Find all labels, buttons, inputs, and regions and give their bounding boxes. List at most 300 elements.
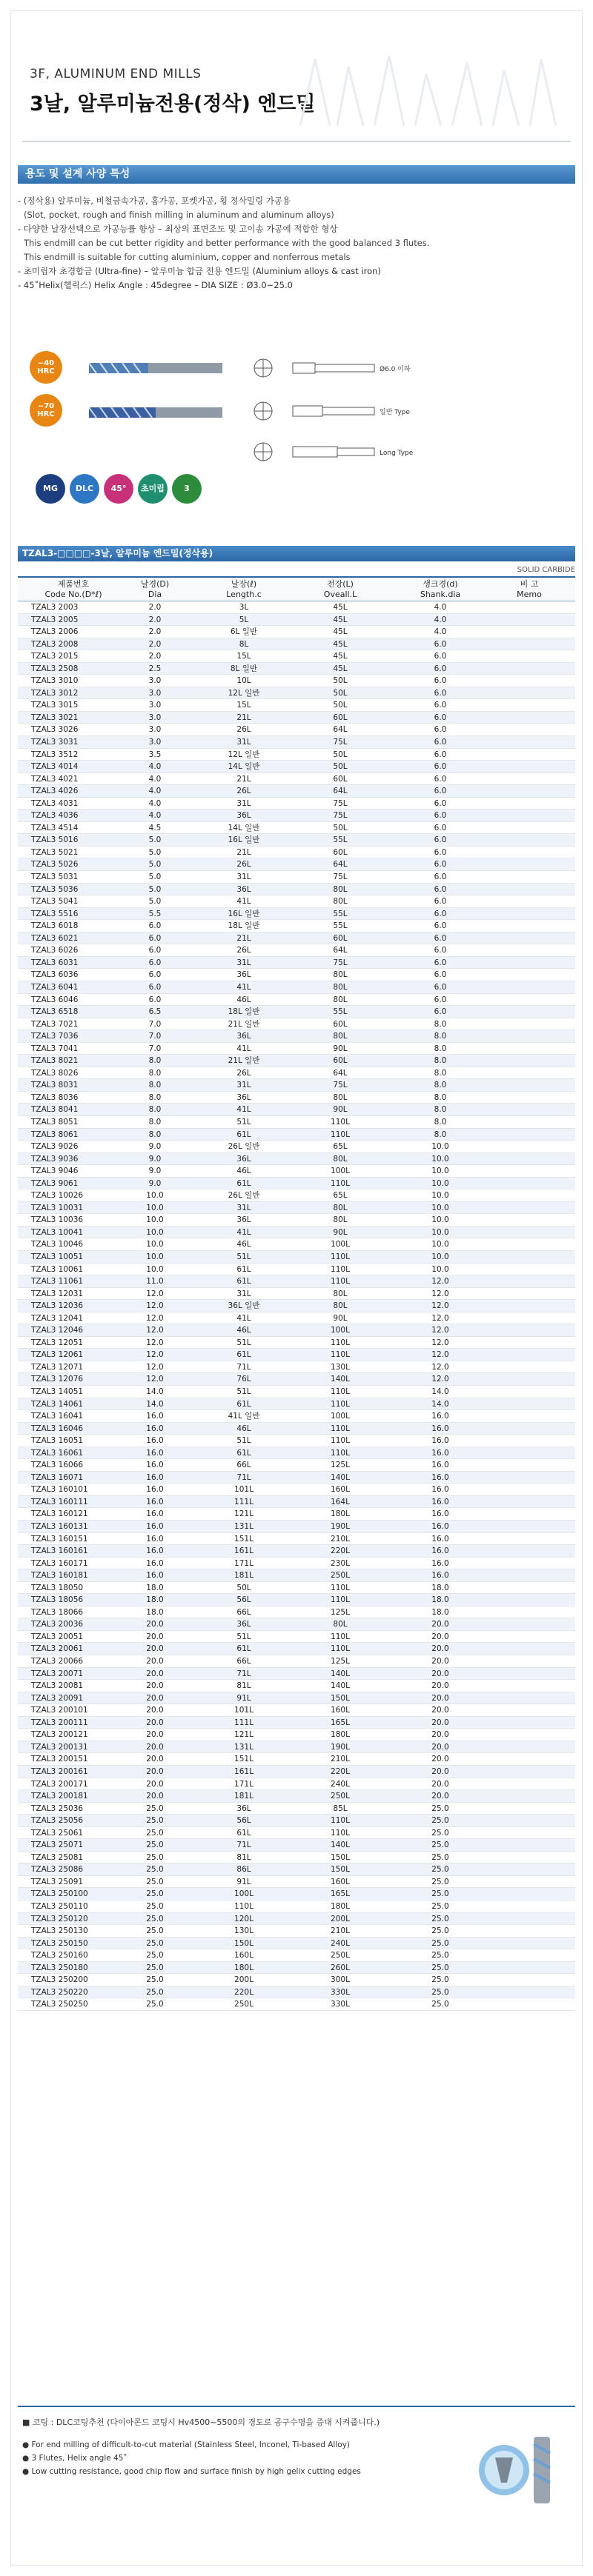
cell-dia: 3.0: [148, 676, 162, 686]
cell-shank: 8.0: [434, 1117, 447, 1127]
cell-overall: 65L: [333, 1142, 348, 1152]
cell-length: 101L: [234, 1706, 254, 1715]
cell-code: TZAL3 12036: [31, 1301, 84, 1311]
cell-code: TZAL3 25071: [31, 1841, 84, 1850]
solid-carbide-label: SOLID CARBIDE: [517, 566, 575, 574]
cell-overall: 240L: [331, 1779, 350, 1789]
cell-code: TZAL3 4026: [31, 787, 79, 796]
cell-shank: 6.0: [434, 762, 447, 772]
cell-code: TZAL3 250130: [31, 1926, 88, 1936]
cell-dia: 6.0: [148, 958, 162, 967]
cell-length: 41L: [236, 1313, 251, 1323]
cell-length: 26L: [236, 787, 251, 796]
cell-dia: 25.0: [146, 1963, 164, 1972]
cell-length: 56L: [236, 1816, 251, 1826]
table-row: [18, 1043, 575, 1055]
table-row: [18, 650, 575, 663]
cell-overall: 110L: [331, 1583, 350, 1592]
cell-dia: 10.0: [146, 1240, 164, 1249]
cell-dia: 2.0: [148, 615, 162, 624]
cell-overall: 110L: [331, 1350, 350, 1360]
cell-code: TZAL3 20051: [31, 1632, 84, 1641]
table-row: [18, 1974, 575, 1986]
cell-overall: 50L: [333, 701, 348, 710]
cell-length: 130L: [234, 1926, 254, 1936]
cell-overall: 220L: [331, 1766, 350, 1776]
cell-overall: 150L: [331, 1693, 350, 1703]
cell-length: 26L: [236, 946, 251, 955]
cell-dia: 20.0: [146, 1730, 164, 1740]
cell-code: TZAL3 10041: [31, 1227, 84, 1237]
cell-dia: 18.0: [146, 1607, 164, 1617]
cell-code: TZAL3 20071: [31, 1669, 84, 1678]
cell-length: 161L: [234, 1546, 254, 1556]
cell-length: 71L: [236, 1362, 251, 1372]
cell-code: TZAL3 8051: [31, 1117, 79, 1127]
table-row: [18, 1435, 575, 1447]
cell-dia: 11.0: [146, 1277, 164, 1287]
cell-shank: 20.0: [431, 1706, 449, 1715]
cell-length: 36L: [236, 1215, 251, 1225]
cell-overall: 164L: [331, 1497, 350, 1506]
table-row: [18, 1876, 575, 1889]
cell-dia: 20.0: [146, 1755, 164, 1764]
cell-length: 110L: [234, 1901, 254, 1911]
cell-overall: 100L: [331, 1240, 350, 1249]
cell-overall: 110L: [331, 1595, 350, 1605]
cell-code: TZAL3 12041: [31, 1313, 84, 1323]
cell-dia: 5.0: [148, 835, 162, 845]
cell-dia: 16.0: [146, 1534, 164, 1544]
cell-dia: 8.0: [148, 1117, 162, 1127]
cell-code: TZAL3 160131: [31, 1522, 88, 1532]
table-row: [18, 1178, 575, 1190]
cell-shank: 6.0: [434, 872, 447, 882]
cell-code: TZAL3 18050: [31, 1583, 84, 1592]
cell-length: 50L: [236, 1583, 251, 1592]
table-row: [18, 1704, 575, 1717]
cell-length: 71L: [236, 1472, 251, 1482]
header-title: 3날, 알루미늄전용(정삭) 엔드밀: [30, 93, 316, 116]
cell-dia: 20.0: [146, 1669, 164, 1678]
cell-overall: 45L: [333, 627, 348, 637]
cell-code: TZAL3 9046: [31, 1167, 79, 1176]
header-divider: [22, 141, 571, 142]
cell-dia: 20.0: [146, 1657, 164, 1666]
cell-shank: 6.0: [434, 933, 447, 943]
cell-shank: 6.0: [434, 798, 447, 808]
table-row: [18, 969, 575, 981]
cell-length: 31L: [236, 1289, 251, 1298]
cell-dia: 2.5: [148, 664, 162, 673]
cell-dia: 9.0: [148, 1167, 162, 1176]
cell-code: TZAL3 16046: [31, 1424, 84, 1433]
cell-overall: 90L: [333, 1044, 348, 1053]
cell-overall: 110L: [331, 1129, 350, 1139]
cell-overall: 45L: [333, 639, 348, 649]
table-row: [18, 1312, 575, 1325]
cell-dia: 16.0: [146, 1424, 164, 1433]
cell-overall: 110L: [331, 1644, 350, 1654]
type-label: Ø6.0 이하: [380, 366, 411, 373]
cell-dia: 20.0: [146, 1742, 164, 1752]
cell-dia: 12.0: [146, 1338, 164, 1347]
cell-code: TZAL3 20066: [31, 1657, 84, 1666]
cell-dia: 8.0: [148, 1068, 162, 1078]
cell-length: 41L 일반: [228, 1412, 260, 1421]
cell-length: 76L: [236, 1375, 251, 1384]
type-label: 일반 Type: [380, 409, 410, 416]
cell-code: TZAL3 200131: [31, 1742, 88, 1752]
cell-shank: 25.0: [431, 2000, 449, 2009]
cell-dia: 25.0: [146, 1975, 164, 1985]
cell-length: 81L: [236, 1681, 251, 1691]
endmill-photo: [89, 407, 222, 418]
feature-notes: [22, 2438, 393, 2478]
product-illustration: [30, 348, 571, 518]
cell-overall: 110L: [331, 1816, 350, 1826]
cell-overall: 45L: [333, 664, 348, 673]
cell-dia: 12.0: [146, 1313, 164, 1323]
cell-shank: 25.0: [431, 1889, 449, 1899]
cell-length: 14L 일반: [228, 762, 260, 772]
cell-dia: 12.0: [146, 1289, 164, 1298]
table-row: [18, 626, 575, 638]
cell-shank: 20.0: [431, 1779, 449, 1789]
cell-dia: 12.0: [146, 1362, 164, 1372]
cell-shank: 6.0: [434, 946, 447, 955]
cell-dia: 8.0: [148, 1105, 162, 1115]
cell-overall: 125L: [331, 1657, 350, 1666]
cell-shank: 8.0: [434, 1044, 447, 1053]
cell-length: 220L: [234, 1987, 254, 1997]
cell-overall: 140L: [331, 1375, 350, 1384]
cell-shank: 25.0: [431, 1914, 449, 1923]
table-row: [18, 1888, 575, 1901]
cell-shank: 12.0: [431, 1289, 449, 1298]
table-row: [18, 908, 575, 921]
cell-length: 171L: [234, 1779, 254, 1789]
cell-shank: 25.0: [431, 1828, 449, 1838]
table-row: [18, 1104, 575, 1116]
hardness-badge: [30, 351, 62, 384]
cell-shank: 20.0: [431, 1766, 449, 1776]
table-title: TZAL3-□□□□-3날, 알루미늄 엔드밀(정삭용): [18, 546, 575, 561]
cell-overall: 150L: [331, 1852, 350, 1862]
table-row: [18, 1349, 575, 1361]
cell-code: TZAL3 20081: [31, 1681, 84, 1691]
cell-shank: 25.0: [431, 1975, 449, 1985]
cell-code: TZAL3 25091: [31, 1877, 84, 1886]
cell-shank: 6.0: [434, 897, 447, 907]
table-row: [18, 1729, 575, 1741]
cell-dia: 25.0: [146, 1803, 164, 1813]
cell-code: TZAL3 16061: [31, 1448, 84, 1458]
cell-overall: 90L: [333, 1227, 348, 1237]
cell-code: TZAL3 10036: [31, 1215, 84, 1225]
cell-dia: 18.0: [146, 1583, 164, 1592]
cell-length: 26L: [236, 1068, 251, 1078]
cell-length: 61L: [236, 1277, 251, 1287]
cell-overall: 110L: [331, 1424, 350, 1433]
header-dia: 날경(D) Dia: [140, 579, 170, 599]
cell-code: TZAL3 10051: [31, 1252, 84, 1261]
cell-code: TZAL3 7041: [31, 1044, 79, 1053]
cell-overall: 80L: [333, 982, 348, 992]
cell-dia: 18.0: [146, 1595, 164, 1605]
cell-dia: 16.0: [146, 1571, 164, 1581]
cell-length: 8L: [239, 639, 249, 649]
cell-length: 61L: [236, 1178, 251, 1188]
cell-code: TZAL3 6031: [31, 958, 79, 967]
cell-shank: 6.0: [434, 835, 447, 845]
cell-length: 46L: [236, 1167, 251, 1176]
table-row: [18, 1092, 575, 1104]
cell-length: 100L: [234, 1889, 254, 1899]
cell-overall: 45L: [333, 615, 348, 624]
cell-length: 26L: [236, 725, 251, 735]
cell-code: TZAL3 250120: [31, 1914, 88, 1923]
cell-overall: 55L: [333, 909, 348, 918]
cell-overall: 200L: [331, 1914, 350, 1923]
coating-note: ■ 코팅 : DLC코팅추천 (다이아몬드 코팅시 Hv4500~5500의 경도로 공구수명을 증대 시켜줍니다.): [22, 2417, 380, 2427]
cell-dia: 5.0: [148, 847, 162, 857]
table-row: [18, 1852, 575, 1864]
cell-length: 16L 일반: [228, 909, 260, 918]
table-row: [18, 749, 575, 761]
feature-badge-icon: 3: [172, 474, 202, 504]
table-row: [18, 1508, 575, 1521]
cell-shank: 6.0: [434, 676, 447, 686]
cell-shank: 12.0: [431, 1313, 449, 1323]
cell-overall: 160L: [331, 1706, 350, 1715]
cell-code: TZAL3 10061: [31, 1264, 84, 1274]
cell-code: TZAL3 11061: [31, 1277, 84, 1287]
cell-dia: 10.0: [146, 1264, 164, 1274]
cell-overall: 110L: [331, 1387, 350, 1396]
endmill-drawings: [67, 348, 571, 467]
cell-length: 81L: [236, 1852, 251, 1862]
header-length: 날장(ℓ) Length.c: [226, 579, 262, 599]
table-row: [18, 834, 575, 847]
cell-length: 151L: [234, 1755, 254, 1764]
cell-length: 36L: [236, 1803, 251, 1813]
cell-length: 31L: [236, 798, 251, 808]
cell-code: TZAL3 6041: [31, 982, 79, 992]
cell-dia: 9.0: [148, 1178, 162, 1188]
cell-dia: 7.0: [148, 1019, 162, 1029]
cell-dia: 5.0: [148, 897, 162, 907]
cell-dia: 20.0: [146, 1620, 164, 1629]
cell-dia: 10.0: [146, 1215, 164, 1225]
cell-overall: 110L: [331, 1252, 350, 1261]
cell-overall: 50L: [333, 750, 348, 759]
cell-shank: 8.0: [434, 1068, 447, 1078]
feature-note: ● For end milling of difficult-to-cut material (Stainless Steel, Inconel, Ti-based Alloy): [22, 2440, 350, 2449]
table-row: [18, 699, 575, 712]
cell-length: 3L: [239, 603, 249, 612]
cell-dia: 25.0: [146, 2000, 164, 2009]
cell-code: TZAL3 7036: [31, 1032, 79, 1041]
cell-code: TZAL3 8026: [31, 1068, 79, 1078]
cell-shank: 16.0: [431, 1448, 449, 1458]
table-row: [18, 1410, 575, 1423]
cell-overall: 190L: [331, 1522, 350, 1532]
cell-dia: 8.0: [148, 1081, 162, 1090]
cell-dia: 16.0: [146, 1448, 164, 1458]
cell-overall: 45L: [333, 603, 348, 612]
cell-code: TZAL3 9026: [31, 1142, 79, 1152]
cell-overall: 140L: [331, 1841, 350, 1850]
cell-length: 111L: [234, 1497, 254, 1506]
cell-code: TZAL3 3021: [31, 713, 79, 722]
cell-shank: 18.0: [431, 1583, 449, 1592]
table-row: [18, 1790, 575, 1803]
cell-dia: 16.0: [146, 1412, 164, 1421]
cell-dia: 12.0: [146, 1350, 164, 1360]
cell-shank: 20.0: [431, 1718, 449, 1727]
cell-length: 21L: [236, 933, 251, 943]
cell-dia: 25.0: [146, 1987, 164, 1997]
cell-overall: 150L: [331, 1865, 350, 1875]
endmill-watermark-graphic: [293, 44, 563, 133]
table-row: [18, 1398, 575, 1411]
cell-length: 56L: [236, 1595, 251, 1605]
cell-shank: 10.0: [431, 1142, 449, 1152]
cell-code: TZAL3 200111: [31, 1718, 88, 1727]
cell-shank: 8.0: [434, 1081, 447, 1090]
cell-shank: 16.0: [431, 1534, 449, 1544]
cell-shank: 4.0: [434, 627, 447, 637]
cell-length: 46L: [236, 995, 251, 1004]
cell-dia: 12.0: [146, 1301, 164, 1311]
cell-code: TZAL3 160181: [31, 1571, 88, 1581]
cell-code: TZAL3 2015: [31, 652, 79, 661]
header-overall: 전장(L) Oveall.L: [323, 579, 357, 599]
cell-length: 46L: [236, 1424, 251, 1433]
cell-overall: 55L: [333, 1007, 348, 1017]
cell-overall: 80L: [333, 1203, 348, 1212]
table-row: [18, 1558, 575, 1570]
table-row: [18, 810, 575, 822]
cell-overall: 60L: [333, 713, 348, 722]
cell-length: 86L: [236, 1865, 251, 1875]
cell-shank: 10.0: [431, 1191, 449, 1201]
cell-dia: 6.5: [148, 1007, 162, 1017]
cell-length: 36L: [236, 1032, 251, 1041]
cell-dia: 20.0: [146, 1632, 164, 1641]
table-row: [18, 1423, 575, 1435]
cell-code: TZAL3 5036: [31, 884, 79, 894]
cell-code: TZAL3 8031: [31, 1081, 79, 1090]
cell-dia: 3.0: [148, 738, 162, 747]
cell-dia: 4.0: [148, 774, 162, 784]
cell-overall: 110L: [331, 1264, 350, 1274]
cell-overall: 250L: [331, 1792, 350, 1801]
cell-overall: 165L: [331, 1889, 350, 1899]
cell-code: TZAL3 200181: [31, 1792, 88, 1801]
cell-shank: 10.0: [431, 1203, 449, 1212]
cell-dia: 20.0: [146, 1644, 164, 1654]
cell-shank: 20.0: [431, 1669, 449, 1678]
cell-shank: 16.0: [431, 1546, 449, 1556]
table-row: [18, 1288, 575, 1301]
cell-length: 51L: [236, 1338, 251, 1347]
cell-dia: 3.0: [148, 725, 162, 735]
cell-code: TZAL3 12076: [31, 1375, 84, 1384]
cell-shank: 6.0: [434, 958, 447, 967]
table-row: [18, 1447, 575, 1460]
cell-length: 51L: [236, 1387, 251, 1396]
cell-shank: 16.0: [431, 1571, 449, 1581]
cell-length: 180L: [234, 1963, 254, 1972]
cell-overall: 230L: [331, 1558, 350, 1568]
cell-code: TZAL3 8061: [31, 1129, 79, 1139]
cell-overall: 110L: [331, 1178, 350, 1188]
table-row: [18, 1986, 575, 1999]
cell-code: TZAL3 6026: [31, 946, 79, 955]
table-row: [18, 1521, 575, 1533]
table-row: [18, 1753, 575, 1766]
cell-length: 31L: [236, 738, 251, 747]
cell-length: 120L: [234, 1914, 254, 1923]
cell-overall: 64L: [333, 725, 348, 735]
cell-shank: 10.0: [431, 1227, 449, 1237]
cell-overall: 300L: [331, 1975, 350, 1985]
table-row: [18, 1275, 575, 1288]
cell-overall: 75L: [333, 958, 348, 967]
cell-code: TZAL3 5016: [31, 835, 79, 845]
cell-overall: 250L: [331, 1571, 350, 1581]
cell-code: TZAL3 9061: [31, 1178, 79, 1188]
table-row: [18, 1300, 575, 1312]
cell-shank: 25.0: [431, 1938, 449, 1948]
table-row: [18, 1717, 575, 1729]
cell-dia: 25.0: [146, 1841, 164, 1850]
feature-note: ● Low cutting resistance, good chip flow and surface finish by high gelix cutting edges: [22, 2467, 361, 2476]
cell-overall: 80L: [333, 1092, 348, 1102]
cell-code: TZAL3 160151: [31, 1534, 88, 1544]
cell-length: 51L: [236, 1252, 251, 1261]
cell-shank: 12.0: [431, 1375, 449, 1384]
cell-shank: 10.0: [431, 1215, 449, 1225]
cell-dia: 7.0: [148, 1032, 162, 1041]
cell-dia: 5.0: [148, 860, 162, 870]
table-row: [18, 944, 575, 957]
cell-dia: 10.0: [146, 1227, 164, 1237]
cell-code: TZAL3 250200: [31, 1975, 88, 1985]
cell-shank: 12.0: [431, 1277, 449, 1287]
table-row: [18, 1631, 575, 1644]
cell-dia: 25.0: [146, 1938, 164, 1948]
cell-code: TZAL3 3010: [31, 676, 79, 686]
cell-dia: 14.0: [146, 1387, 164, 1396]
cell-shank: 4.0: [434, 615, 447, 624]
cell-code: TZAL3 250150: [31, 1938, 88, 1948]
cell-code: TZAL3 14051: [31, 1387, 84, 1396]
table-row: [18, 1227, 575, 1239]
table-row: [18, 1116, 575, 1129]
hardness-value: ~40: [37, 359, 55, 367]
cell-length: 16L 일반: [228, 835, 260, 845]
cell-overall: 210L: [331, 1926, 350, 1936]
hardness-unit: HRC: [37, 367, 55, 376]
cell-shank: 10.0: [431, 1252, 449, 1261]
cell-code: TZAL3 20091: [31, 1693, 84, 1703]
table-row: [18, 1484, 575, 1496]
cell-length: 91L: [236, 1693, 251, 1703]
cell-code: TZAL3 2508: [31, 664, 79, 673]
